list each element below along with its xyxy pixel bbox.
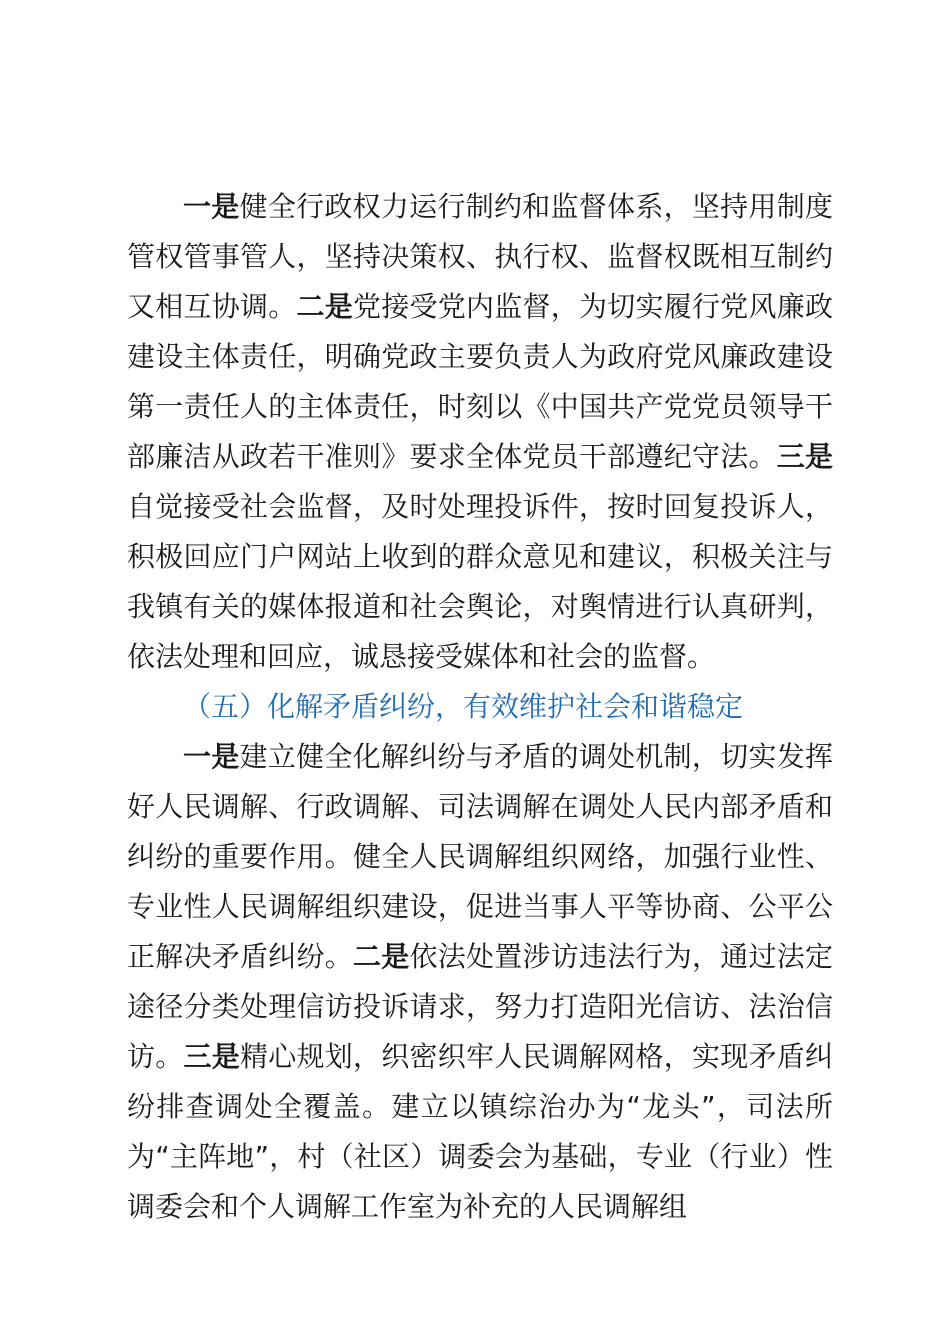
paragraph-dispute-resolution [127, 732, 833, 1232]
paragraph-text: 依法处置涉访违法行为，通过法定途径分类处理信访投诉请求，努力打造阳光信访、法治信访。 [127, 940, 833, 1073]
paragraph-text: 健全行政权力运行制约和监督体系，坚持用制度管权管事管人，坚持决策权、执行权、监督权既相互制约又相互协调。 [127, 190, 833, 323]
lead-first: 一是 [183, 740, 240, 773]
paragraph-text: 精心规划，织密织牢人民调解网格，实现矛盾纠纷排查调处全覆盖。建立以镇综治办为“龙头”，司法所为“主阵地”，村（社区）调委会为基础，专业（行业）性调委会和个人调解工作室为补充的人民调解组 [127, 1040, 833, 1223]
paragraph-text: 自觉接受社会监督，及时处理投诉件，按时回复投诉人，积极回应门户网站上收到的群众意见和建议，积极关注与我镇有关的媒体报道和社会舆论，对舆情进行认真研判，依法处理和回应，诚恳接受媒体和社会的监督。 [127, 490, 833, 673]
lead-third: 三是 [183, 1040, 240, 1073]
lead-first: 一是 [183, 190, 240, 223]
lead-second: 二是 [296, 290, 353, 323]
document-body [127, 182, 833, 1232]
paragraph-text: 党接受党内监督，为切实履行党风廉政建设主体责任，明确党政主要负责人为政府党风廉政建设第一责任人的主体责任，时刻以《中国共产党党员领导干部廉洁从政若干准则》要求全体党员干部遵纪守法。 [127, 290, 833, 473]
lead-third: 三是 [776, 440, 833, 473]
paragraph-text: 建立健全化解纠纷与矛盾的调处机制，切实发挥好人民调解、行政调解、司法调解在调处人民内部矛盾和纠纷的重要作用。健全人民调解组织网络，加强行业性、专业性人民调解组织建设，促进当事人平等协商、公平公正解决矛盾纠纷。 [127, 740, 833, 973]
lead-second: 二是 [353, 940, 410, 973]
paragraph-supervision [127, 182, 833, 682]
section-heading-5: （五）化解矛盾纠纷，有效维护社会和谐稳定 [183, 690, 744, 723]
